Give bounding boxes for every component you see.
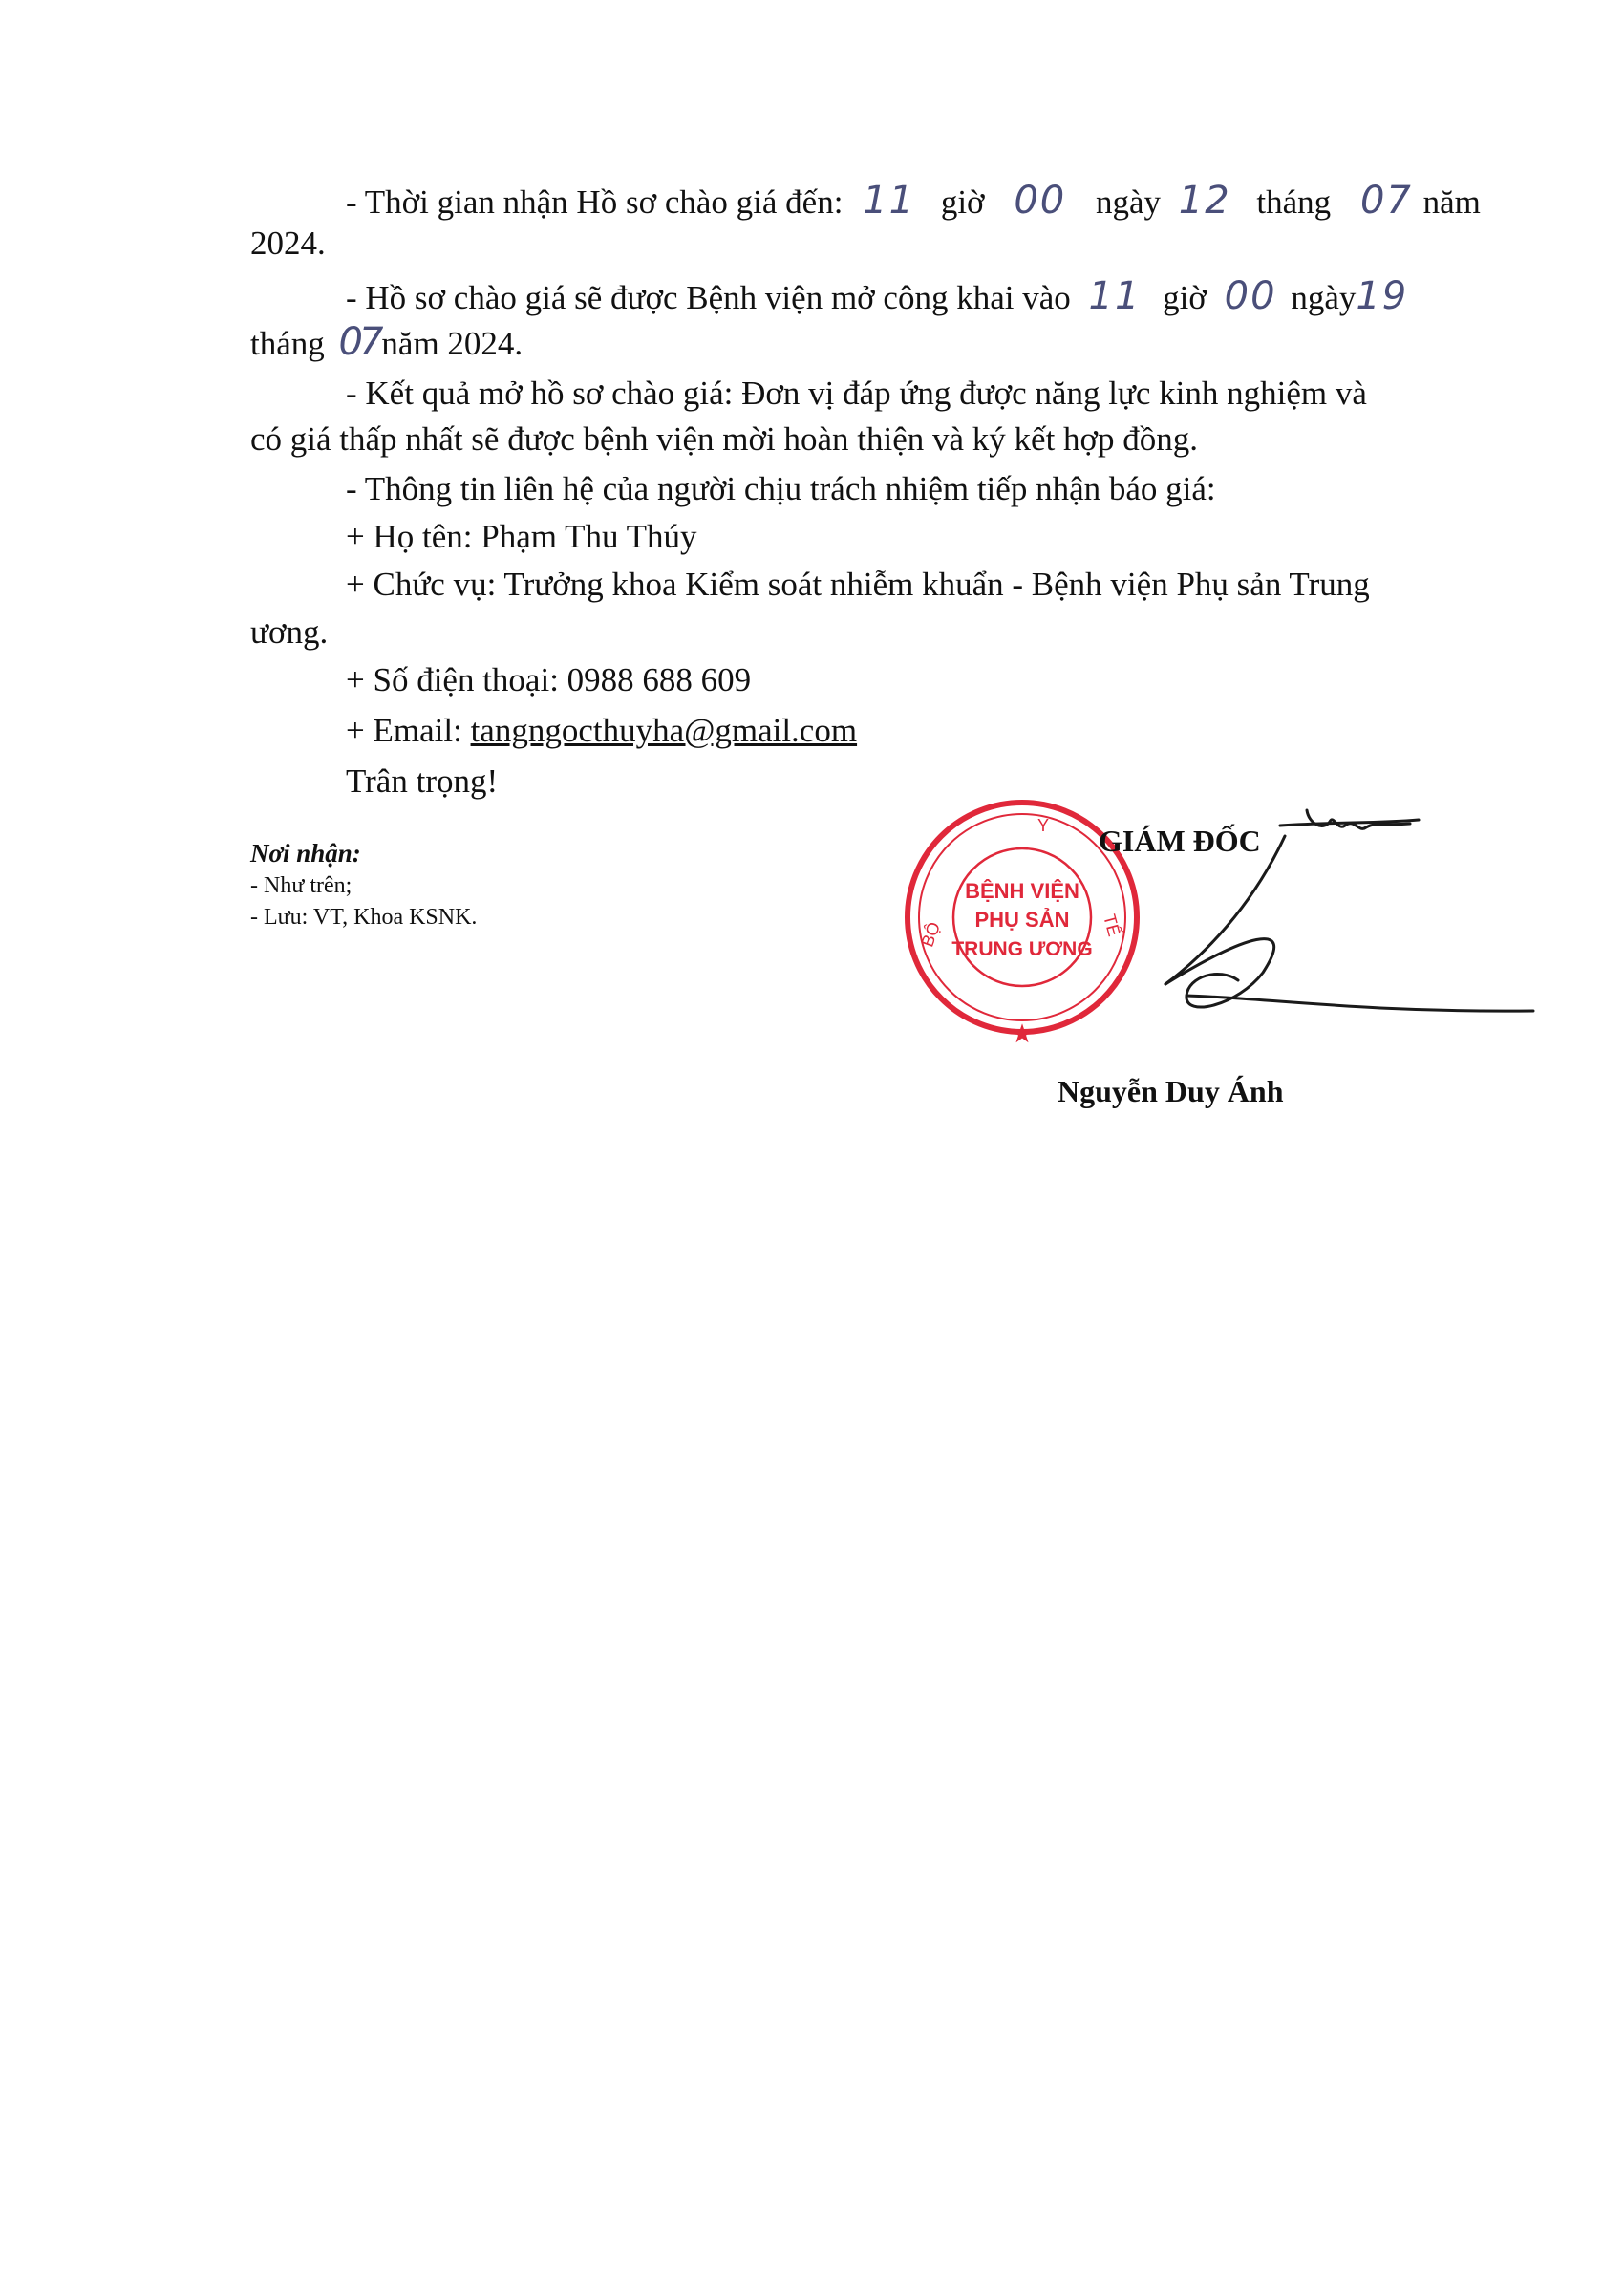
seal-top-letter: Y <box>1036 816 1050 835</box>
contact-position-line-2: ương. <box>250 613 329 651</box>
open-month-word: tháng <box>250 325 325 362</box>
hour-word: giờ <box>940 183 985 221</box>
seal-line-3: TRUNG ƯƠNG <box>951 938 1093 960</box>
open-day-word: ngày <box>1291 279 1357 316</box>
open-hour-word: giờ <box>1163 279 1207 316</box>
handwritten-open-day: 19 <box>1356 274 1409 318</box>
recipients-heading: Nơi nhận: <box>250 839 361 868</box>
receipt-deadline-year: 2024. <box>250 225 326 262</box>
day-word: ngày <box>1095 183 1162 221</box>
signer-name: Nguyễn Duy Ánh <box>1058 1074 1284 1108</box>
opening-time-cont <box>250 320 524 364</box>
handwritten-day: 12 <box>1178 179 1231 223</box>
signature-scribble <box>1051 793 1548 1051</box>
seal-line-2: PHỤ SẢN <box>974 908 1070 932</box>
result-line-1: - Kết quả mở hồ sơ chào giá: Đơn vị đáp ứng được năng lực kinh nghiệm và <box>346 375 1367 412</box>
seal-line-1: BỆNH VIỆN <box>965 879 1079 903</box>
contact-position-line-1: + Chức vụ: Trưởng khoa Kiểm soát nhiễm khuẩn - Bệnh viện Phụ sản Trung <box>346 566 1370 603</box>
handwritten-open-minute: 00 <box>1224 274 1277 318</box>
opening-time-line <box>346 274 1409 318</box>
handwritten-open-month: 07 <box>338 320 380 364</box>
handwritten-hour: 11 <box>863 179 916 223</box>
open-year-text: năm 2024. <box>381 325 524 362</box>
handwritten-month: 07 <box>1359 179 1413 223</box>
contact-email-line <box>346 712 857 750</box>
result-line-2: có giá thấp nhất sẽ được bệnh viện mời hoàn thiện và ký kết hợp đồng. <box>250 420 1199 458</box>
recipient-item: - Như trên; <box>250 873 353 898</box>
signer-title: GIÁM ĐỐC <box>1099 824 1261 858</box>
seal-left-text: BỘ <box>917 919 945 950</box>
seal-star-icon: ★ <box>1012 1021 1033 1047</box>
opening-time-text: - Hồ sơ chào giá sẽ được Bệnh viện mở công khai vào <box>346 279 1071 316</box>
seal-right-text: TẾ <box>1100 912 1124 939</box>
closing-greeting: Trân trọng! <box>346 762 499 800</box>
email-label: + Email: <box>346 712 471 749</box>
contact-name: + Họ tên: Phạm Thu Thúy <box>346 518 697 555</box>
receipt-deadline-text: - Thời gian nhận Hồ sơ chào giá đến: <box>346 183 844 221</box>
contact-phone: + Số điện thoại: 0988 688 609 <box>346 661 752 698</box>
contact-intro: - Thông tin liên hệ của người chịu trách nhiệm tiếp nhận báo giá: <box>346 470 1216 507</box>
handwritten-minute: 00 <box>1014 179 1067 223</box>
year-word: năm <box>1422 183 1481 221</box>
handwritten-open-hour: 11 <box>1088 274 1142 318</box>
month-word: tháng <box>1256 183 1332 221</box>
recipient-item: - Lưu: VT, Khoa KSNK. <box>250 905 478 930</box>
receipt-deadline-line <box>346 179 1481 223</box>
email-link[interactable]: tangngocthuyha@gmail.com <box>470 712 858 749</box>
